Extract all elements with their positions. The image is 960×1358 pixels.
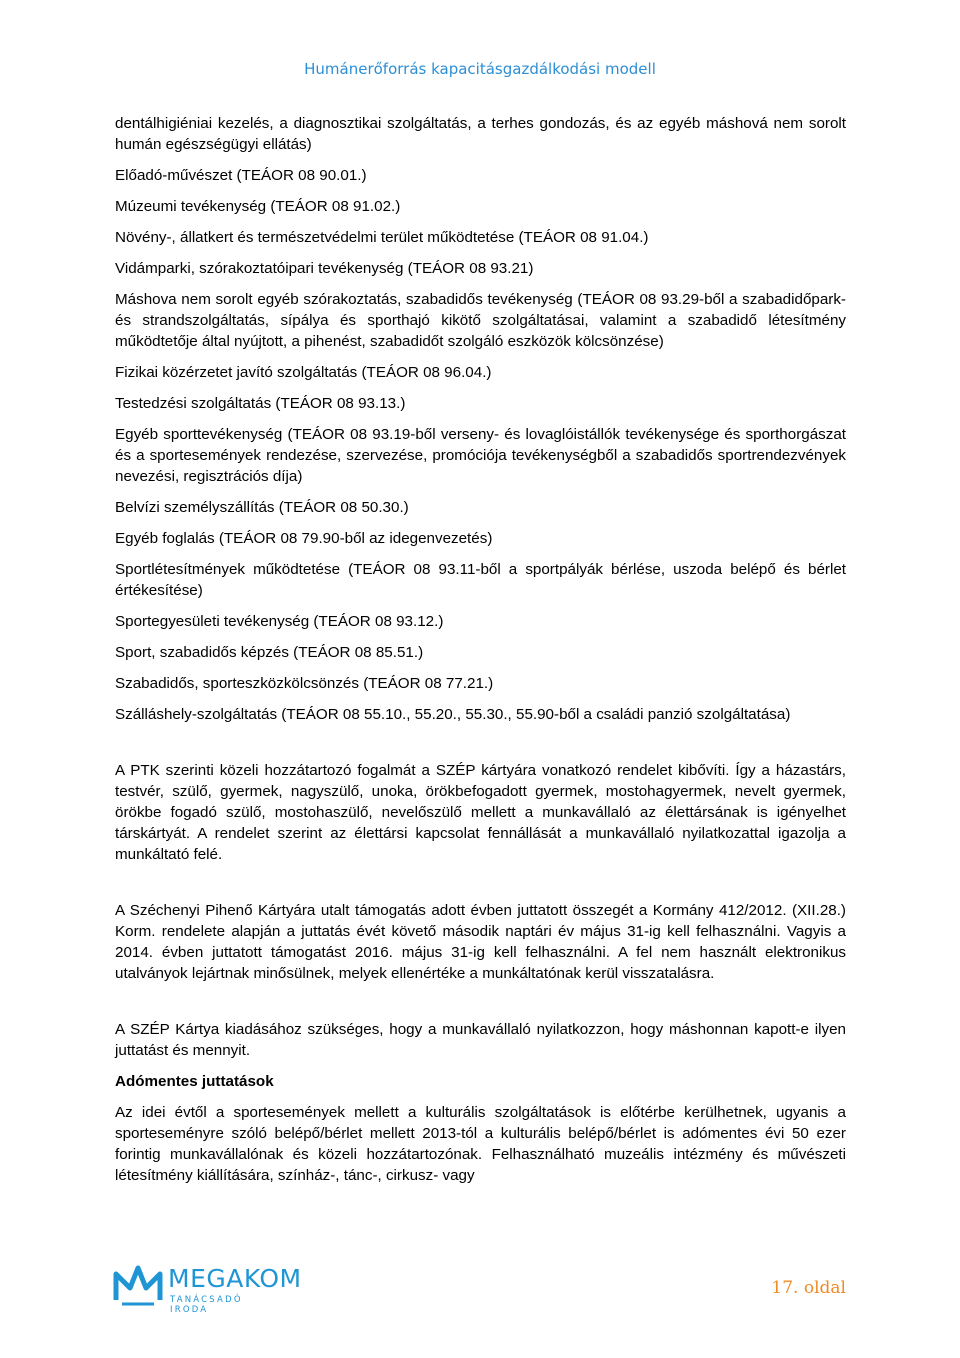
list-item: Testedzési szolgáltatás (TEÁOR 08 93.13.)	[115, 395, 406, 412]
megakom-logo	[112, 1260, 302, 1315]
logo-name: MEGAKOM	[168, 1264, 302, 1293]
list-item: Múzeumi tevékenység (TEÁOR 08 91.02.)	[115, 198, 401, 215]
list-item: Sport, szabadidős képzés (TEÁOR 08 85.51.)	[115, 644, 424, 661]
paragraph-szechenyi: A Széchenyi Pihenő Kártyára utalt támogatás adott évben juttatott összegét a Kormány 412/2012. (XII.28.) Korm. rendelete alapján a juttatás évét követő második naptári év május 31-ig kell felhasználni. Vagyis a 2014. évben juttatott támogatást 2016. május 31-ig kell felhasználni. A fel nem használt elektronikus utalványok lejártnak minősülnek, melyek ellenértéke a munkáltatónak kerül visszatalásra.	[115, 902, 846, 982]
spacer	[115, 994, 846, 1019]
list-item: Belvízi személyszállítás (TEÁOR 08 50.30.)	[115, 499, 409, 516]
paragraph-ptk: A PTK szerinti közeli hozzátartozó fogalmát a SZÉP kártyára vonatkozó rendelet kibővíti. Így a házastárs, testvér, szülő, gyermek, nagyszülő, unoka, örökbefogadott gyermek, mostohagyermek, nevelt gyermek, örökbe fogadó szülő, mostohaszülő, nevelőszülő mellett a munkavállaló az élettársának is igényelhet társkártyát. A rendelet szerint az élettársi kapcsolat fennállását a munkavállaló nyilatkozattal igazolja a munkáltató felé.	[115, 762, 846, 863]
paragraph-idei: Az idei évtől a sportesemények mellett a kulturális szolgáltatások is előtérbe kerülhetnek, ugyanis a sporteseményre szóló belépő/bérlet mellett 2013-tól a kulturális belépő/bérlet is adómentes évi 50 ezer forintig munkavállalónak és közeli hozzátartozónak. Felhasználható muzeális intézmény és művészeti létesítmény kiállítására, színház-, tánc-, cirkusz- vagy	[115, 1104, 846, 1184]
list-item: Vidámparki, szórakoztatóipari tevékenység (TEÁOR 08 93.21)	[115, 260, 534, 277]
list-item: Szálláshely-szolgáltatás (TEÁOR 08 55.10., 55.20., 55.30., 55.90-ből a családi panzió szolgáltatása)	[115, 706, 791, 723]
section-heading: Adómentes juttatások	[115, 1073, 274, 1090]
list-item: dentálhigiéniai kezelés, a diagnosztikai szolgáltatás, a terhes gondozás, és az egyéb máshová nem sorolt humán egészségügyi ellátás)	[115, 115, 846, 153]
spacer	[115, 875, 846, 900]
document-body	[115, 113, 846, 1196]
list-item: Sportlétesítmények működtetése (TEÁOR 08 93.11-ből a sportpályák bérlése, uszoda belépő és bérlet értékesítése)	[115, 561, 846, 599]
list-item: Máshova nem sorolt egyéb szórakoztatás, szabadidős tevékenység (TEÁOR 08 93.29-ből a szabadidőpark- és strandszolgáltatás, sípálya és sporthajó kikötő szolgáltatásai, valamint a szabadidő létesítmény működtetője által nyújtott, a pihenést, szabadidőt szolgáló eszközök kölcsönzése)	[115, 291, 846, 350]
list-item: Szabadidős, sporteszközkölcsönzés (TEÁOR 08 77.21.)	[115, 675, 494, 692]
list-item: Egyéb sporttevékenység (TEÁOR 08 93.19-ből verseny- és lovaglóistállók tevékenysége és sporthorgászat és a sportesemények rendezése, szervezése, promóciója tevékenységből a szabadidős sportrendezvények nevezési, regisztrációs díja)	[115, 426, 846, 485]
megakom-logo-mark-icon	[112, 1260, 164, 1308]
logo-subtitle: TANÁCSADÓ IRODA	[170, 1295, 243, 1315]
document-header-title: Humánerőforrás kapacitásgazdálkodási modell	[304, 60, 656, 78]
list-item: Növény-, állatkert és természetvédelmi terület működtetése (TEÁOR 08 91.04.)	[115, 229, 649, 246]
list-item: Előadó-művészet (TEÁOR 08 90.01.)	[115, 167, 367, 184]
paragraph-szep: A SZÉP Kártya kiadásához szükséges, hogy a munkavállaló nyilatkozzon, hogy máshonnan kapott-e ilyen juttatást és mennyit.	[115, 1021, 846, 1059]
list-item: Egyéb foglalás (TEÁOR 08 79.90-ből az idegenvezetés)	[115, 530, 493, 547]
page-number: 17. oldal	[771, 1278, 846, 1298]
list-item: Fizikai közérzetet javító szolgáltatás (TEÁOR 08 96.04.)	[115, 364, 492, 381]
list-item: Sportegyesületi tevékenység (TEÁOR 08 93.12.)	[115, 613, 444, 630]
spacer	[115, 735, 846, 760]
